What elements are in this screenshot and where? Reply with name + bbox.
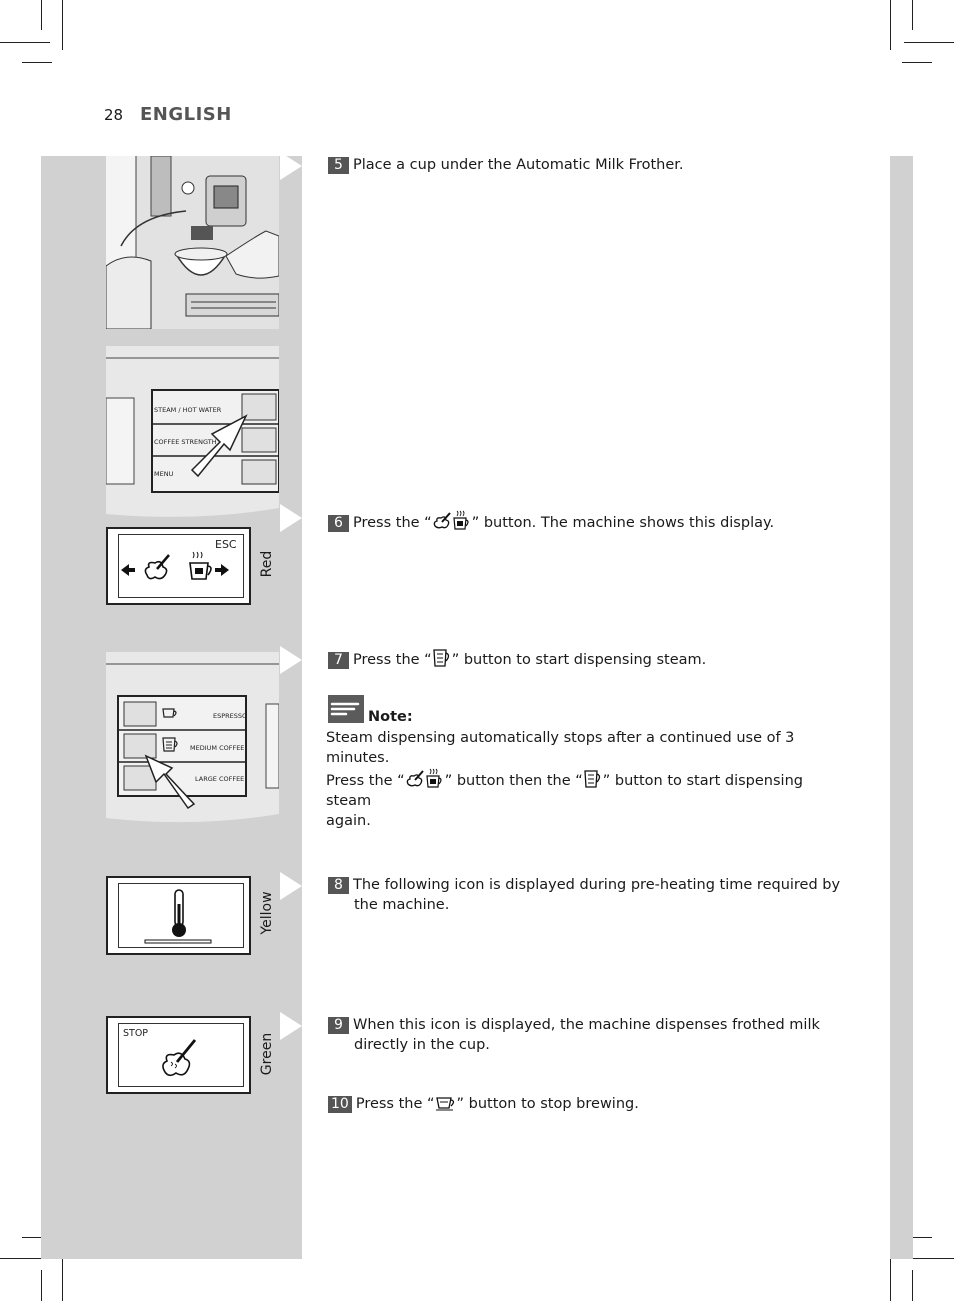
display-color-label: Red — [259, 550, 275, 578]
step-text: Press the “ — [353, 652, 432, 668]
step-text: Press the “ — [353, 515, 432, 531]
steam-hot-water-label: STEAM / HOT WATER — [154, 406, 222, 414]
crop-mark — [0, 42, 50, 43]
stop-label: STOP — [123, 1028, 149, 1039]
step-pointer — [280, 646, 302, 674]
display-steam-selection — [106, 527, 251, 605]
step-text: The following icon is displayed during pre-heating time required by — [353, 877, 841, 893]
crop-mark — [890, 0, 891, 50]
note-body — [326, 728, 846, 831]
esc-label: ESC — [215, 538, 237, 551]
thermometer-icon — [172, 890, 186, 937]
step-number: 8 — [328, 877, 349, 894]
note-text: Press the “ — [326, 773, 405, 789]
note-icon — [328, 695, 364, 723]
medium-coffee-label: MEDIUM COFFEE — [190, 744, 245, 752]
step-text: Place a cup under the Automatic Milk Frother. — [353, 157, 684, 173]
note-text: ” button then the “ — [444, 773, 583, 789]
note-text: ” button to start dispensing steam — [326, 773, 803, 809]
step-number: 10 — [328, 1096, 352, 1113]
step-number: 5 — [328, 157, 349, 174]
note-line: Steam dispensing automatically stops after a continued use of 3 minutes. — [326, 730, 795, 766]
step-text: ” button to start dispensing steam. — [451, 652, 707, 668]
step-8 — [328, 875, 848, 915]
step-pointer — [280, 152, 302, 180]
steam-cup-icon — [190, 552, 211, 579]
page-language: ENGLISH — [140, 104, 232, 125]
coffee-strength-label: COFFEE STRENGTH — [154, 438, 217, 446]
note-line: again. — [326, 813, 371, 829]
step-text: When this icon is displayed, the machine dispenses frothed milk — [353, 1017, 820, 1033]
menu-label: MENU — [154, 470, 174, 478]
display-preheating — [106, 876, 251, 955]
stop-frother-icon — [163, 1040, 195, 1075]
steam-cup-icon — [426, 768, 444, 788]
arrow-right-icon — [215, 564, 229, 576]
display-dispensing-milk — [106, 1016, 251, 1094]
step-5 — [328, 155, 848, 175]
page-number: 28 — [104, 106, 124, 124]
crop-mark — [62, 0, 63, 50]
step-number: 7 — [328, 652, 349, 669]
step-10 — [328, 1094, 848, 1114]
crop-mark — [22, 62, 52, 63]
steam-wand-icon — [433, 512, 451, 530]
progress-bar — [145, 940, 211, 943]
crop-mark — [912, 1270, 913, 1301]
crop-mark — [912, 0, 913, 30]
step-number: 9 — [328, 1017, 349, 1034]
display-color-label: Green — [259, 1032, 275, 1076]
espresso-label: ESPRESSO — [213, 712, 248, 720]
step-pointer — [280, 1012, 302, 1040]
step-text: directly in the cup. — [354, 1037, 490, 1053]
crop-mark — [41, 0, 42, 30]
step-pointer — [280, 504, 302, 532]
espresso-cup-icon — [436, 1095, 456, 1111]
crop-mark — [41, 1270, 42, 1301]
steam-cup-icon — [453, 510, 471, 530]
milk-frother-illustration — [106, 156, 279, 329]
step-text: ” button. The machine shows this display. — [471, 515, 775, 531]
step-7 — [328, 649, 848, 670]
medium-coffee-icon — [433, 649, 451, 667]
crop-mark — [902, 62, 932, 63]
step-text: ” button to stop brewing. — [456, 1096, 639, 1112]
coffee-buttons-illustration — [106, 652, 279, 825]
crop-mark — [904, 42, 954, 43]
note-title: Note: — [368, 709, 413, 725]
step-9 — [328, 1015, 848, 1055]
arrow-left-icon — [121, 564, 135, 576]
steam-wand-icon — [145, 555, 169, 579]
note-line — [326, 768, 846, 811]
step-pointer — [280, 872, 302, 900]
step-number: 6 — [328, 515, 349, 532]
right-margin-band — [890, 156, 913, 1259]
control-panel-illustration — [106, 346, 279, 520]
step-text: the machine. — [354, 897, 450, 913]
large-coffee-label: LARGE COFFEE — [195, 775, 245, 783]
step-text: Press the “ — [355, 1096, 435, 1112]
step-6 — [328, 510, 848, 533]
medium-coffee-icon — [584, 770, 602, 788]
display-color-label: Yellow — [259, 891, 275, 935]
steam-wand-icon — [406, 770, 424, 788]
